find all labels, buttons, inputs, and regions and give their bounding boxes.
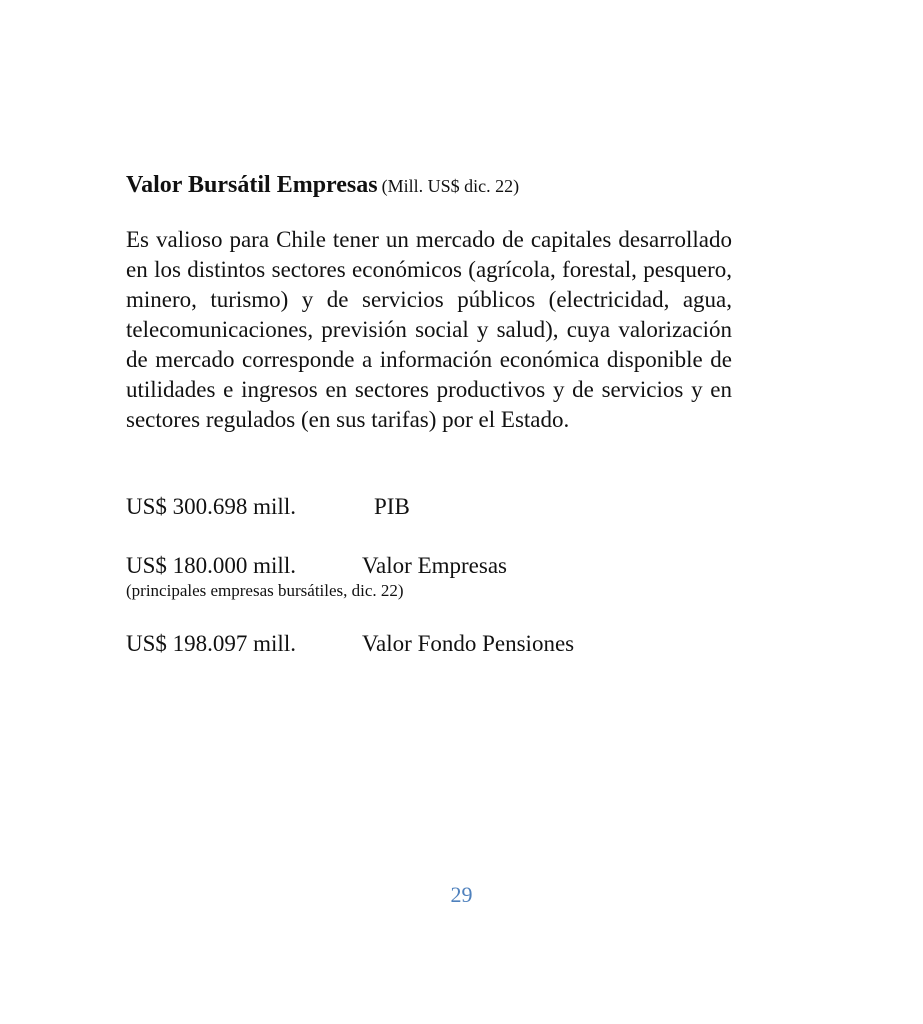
stat-row-valor-fondo-pensiones [126, 629, 575, 659]
stat-amount: US$ 180.000 mill. [126, 553, 296, 578]
stat-note: (principales empresas bursátiles, dic. 22) [126, 581, 404, 600]
stat-label: PIB [374, 494, 410, 519]
stat-row-pib [126, 492, 410, 522]
page-number: 29 [450, 882, 473, 907]
stat-label: Valor Empresas [362, 553, 507, 578]
stat-amount: US$ 300.698 mill. [126, 494, 296, 519]
heading-title: Valor Bursátil Empresas [126, 172, 378, 198]
stat-amount: US$ 198.097 mill. [126, 631, 296, 656]
stat-row-valor-empresas [126, 551, 507, 581]
heading-subtitle: (Mill. US$ dic. 22) [381, 176, 520, 196]
section-heading [126, 169, 736, 204]
stat-label: Valor Fondo Pensiones [362, 631, 575, 656]
body-paragraph: Es valioso para Chile tener un mercado de capitales desarrollado en los distintos sectores económicos (agrícola, forestal, pesquero, minero, turismo) y de servicios públicos (electricidad, agua, telecomunicaciones, previsión social y salud), cuya valorización de mercado corresponde a información económica disponible de utilidades e ingresos en sectores productivos y de servicios y en sectores regulados (en sus tarifas) por el Estado. [126, 227, 732, 432]
